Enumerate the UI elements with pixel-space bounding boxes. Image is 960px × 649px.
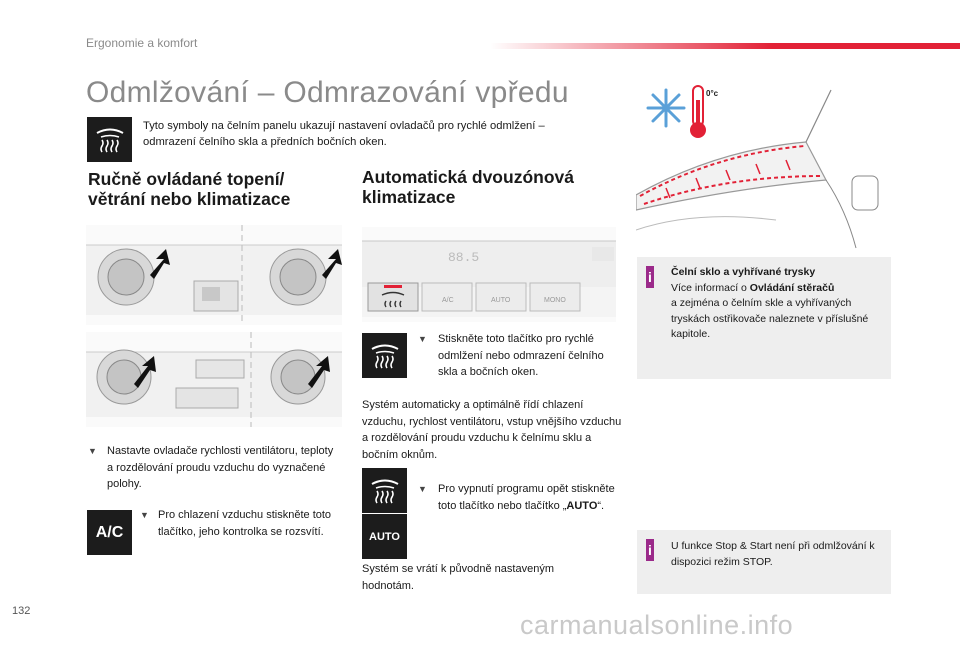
auto-step2-text-b: “. bbox=[597, 499, 605, 512]
auto-step1-text: Stiskněte toto tlačítko pro rychlé odmlžení nebo odmrazení čelního skla a bočních oken. bbox=[438, 333, 604, 378]
auto-step2-text-a: Pro vypnutí programu opět stiskněte toto tlačítko nebo tlačítko „ bbox=[438, 483, 615, 512]
auto-step1 bbox=[418, 331, 618, 381]
info-box-stop-start bbox=[637, 530, 891, 594]
page-title: Odmlžování – Odmrazování vpředu bbox=[86, 76, 569, 109]
info-box-link-text: Ovládání stěračů bbox=[749, 281, 835, 294]
manual-heading-line1: Ručně ovládané topení/ bbox=[88, 169, 285, 189]
auto-heading bbox=[362, 167, 612, 207]
defrost-icon bbox=[87, 117, 132, 162]
info-box-stop-start-text: U funkce Stop & Start není při odmlžování k dispozici režim STOP. bbox=[671, 540, 875, 568]
header-rule bbox=[490, 43, 960, 49]
info-box-line1 bbox=[671, 281, 883, 297]
info-icon: i bbox=[646, 266, 654, 288]
manual-step2 bbox=[140, 507, 340, 540]
panel-ac-label: A/C bbox=[442, 297, 454, 304]
bullet-icon: ▼ bbox=[140, 510, 149, 520]
info-box-line1-a: Více informací o bbox=[671, 281, 750, 294]
info-box-windshield-text bbox=[671, 265, 883, 343]
manual-panel-image-bottom bbox=[86, 332, 342, 427]
panel-display: 88.5 bbox=[448, 250, 480, 265]
info-box-line2: a zejména o čelním skle a vyhřívaných tryskách ostřikovače naleznete v příslušné kapitole. bbox=[671, 297, 869, 340]
auto-icon-label: AUTO bbox=[369, 530, 400, 543]
snowflake-icon bbox=[648, 90, 684, 126]
defrost-icon bbox=[362, 468, 407, 513]
info-box-title: Čelní sklo a vyhřívané trysky bbox=[671, 266, 816, 278]
auto-paragraph-1: Systém automaticky a optimálně řídí chlazení vzduchu, rychlost ventilátoru, vstup vnějšího vzduchu a rozdělování proudu vzduchu k čelnímu sklu a bočním oknům. bbox=[362, 399, 622, 461]
auto-panel-image bbox=[362, 227, 616, 322]
page-number: 132 bbox=[12, 605, 31, 617]
manual-step1 bbox=[88, 443, 338, 493]
manual-heading bbox=[88, 169, 348, 209]
ac-icon-label: A/C bbox=[95, 523, 124, 541]
bullet-icon: ▼ bbox=[88, 446, 97, 456]
manual-heading-line2: větrání nebo klimatizace bbox=[88, 189, 291, 209]
bullet-icon: ▼ bbox=[418, 484, 427, 494]
manual-step2-text: Pro chlazení vzduchu stiskněte toto tlačítko, jeho kontrolka se rozsvítí. bbox=[158, 509, 332, 538]
bullet-icon: ▼ bbox=[418, 334, 427, 344]
auto-heading-line1: Automatická dvouzónová bbox=[362, 167, 574, 187]
defrost-icon bbox=[362, 333, 407, 378]
section-header: Ergonomie a komfort bbox=[86, 36, 198, 50]
auto-icon bbox=[362, 514, 407, 559]
intro-text: Tyto symboly na čelním panelu ukazují nastavení ovladačů pro rychlé odmlžení – odmrazení čelního skla a předních bočních oken. bbox=[143, 120, 545, 148]
auto-step2 bbox=[418, 481, 618, 514]
auto-step2-text bbox=[418, 481, 618, 514]
thermo-label: 0°c bbox=[706, 89, 719, 98]
info-icon: i bbox=[646, 539, 654, 561]
panel-mono-label: MONO bbox=[544, 297, 566, 304]
panel-auto-label: AUTO bbox=[491, 297, 511, 304]
auto-heading-line2: klimatizace bbox=[362, 187, 456, 207]
auto-step2-bold: AUTO bbox=[566, 499, 598, 512]
thermometer-icon bbox=[690, 86, 706, 138]
manual-step1-text: Nastavte ovladače rychlosti ventilátoru, teploty a rozdělování proudu vzduchu do vyznačené polohy. bbox=[107, 445, 334, 490]
info-box-windshield bbox=[637, 257, 891, 379]
windshield-illustration bbox=[636, 80, 890, 250]
watermark: carmanualsonline.info bbox=[520, 610, 794, 640]
auto-paragraph-2: Systém se vrátí k původně nastaveným hodnotám. bbox=[362, 563, 554, 592]
ac-icon bbox=[87, 510, 132, 555]
manual-panel-image-top bbox=[86, 225, 342, 325]
